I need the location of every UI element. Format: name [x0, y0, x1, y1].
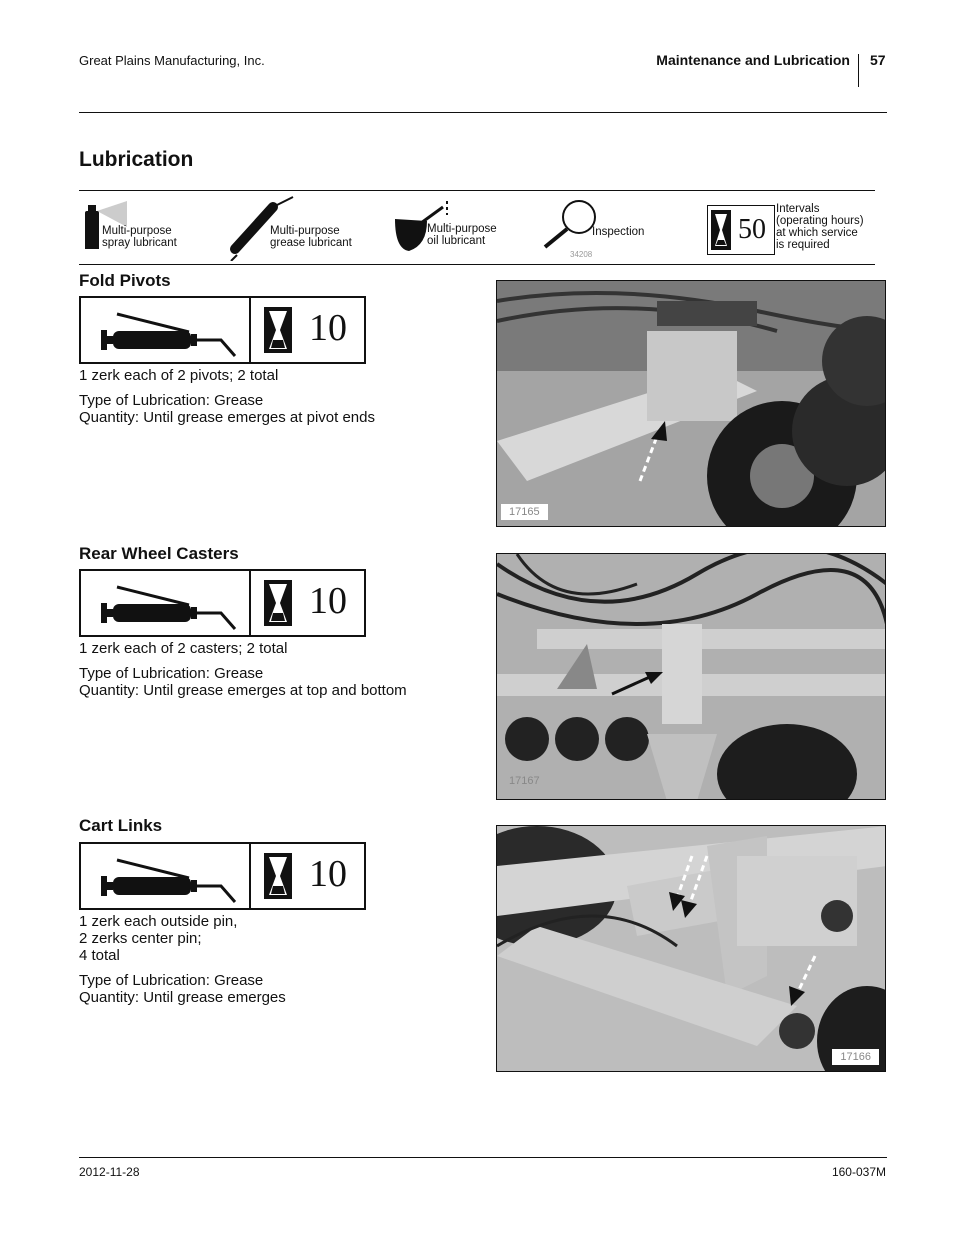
fold-pivots-badge	[79, 296, 366, 364]
fold-pivots-heading: Fold Pivots	[79, 271, 171, 290]
header-divider	[858, 54, 859, 87]
legend-oil-label-2: oil lubricant	[427, 235, 486, 247]
grease-gun-icon	[89, 304, 249, 360]
rear-wheel-casters-type: Type of Lubrication: Grease	[79, 665, 264, 682]
company-name: Great Plains Manufacturing, Inc.	[79, 53, 265, 68]
cart-links-photo-id: 17166	[832, 1049, 879, 1065]
cart-links-quantity: Quantity: Until grease emerges	[79, 989, 286, 1006]
footer-rule	[79, 1157, 887, 1158]
lubrication-legend	[79, 190, 875, 265]
header-rule	[79, 112, 887, 113]
cart-links-interval: 10	[309, 853, 347, 895]
rear-wheel-casters-badge	[79, 569, 366, 637]
footer-date: 2012-11-28	[79, 1165, 140, 1179]
legend-interval-label-3: at which service	[776, 227, 858, 239]
cart-links-zerks-2: 2 zerks center pin;	[79, 930, 202, 947]
section-title: Maintenance and Lubrication	[656, 52, 850, 68]
rear-wheel-casters-heading: Rear Wheel Casters	[79, 544, 239, 563]
legend-grease-label: Multi-purpose	[270, 225, 340, 237]
rear-wheel-casters-zerks: 1 zerk each of 2 casters; 2 total	[79, 640, 288, 657]
legend-oil-label: Multi-purpose	[427, 223, 497, 235]
legend-interval-label-4: is required	[776, 239, 830, 251]
cart-links-zerks-3: 4 total	[79, 947, 120, 964]
legend-grease-label-2: grease lubricant	[270, 237, 352, 249]
cart-links-heading: Cart Links	[79, 816, 163, 835]
rear-wheel-casters-photo	[496, 553, 886, 800]
page-number: 57	[870, 52, 886, 68]
rear-wheel-casters-interval: 10	[309, 580, 347, 622]
fold-pivots-photo-id: 17165	[501, 504, 548, 520]
cart-links-zerks-1: 1 zerk each outside pin,	[79, 913, 238, 930]
fold-pivots-zerks: 1 zerk each of 2 pivots; 2 total	[79, 367, 279, 384]
hourglass-icon	[264, 853, 292, 899]
fold-pivots-interval: 10	[309, 307, 347, 349]
hourglass-icon	[264, 307, 292, 353]
fold-pivots-photo	[496, 280, 886, 527]
legend-spray-label-2: spray lubricant	[102, 237, 177, 249]
legend-interval-label-1: Intervals	[776, 203, 820, 215]
rear-wheel-casters-photo-id: 17167	[509, 775, 540, 787]
fold-pivots-type: Type of Lubrication: Grease	[79, 392, 264, 409]
legend-spray-label: Multi-purpose	[102, 225, 172, 237]
legend-interval-value: 50	[738, 214, 766, 245]
legend-interval-label-2: (operating hours)	[776, 215, 864, 227]
page-title: Lubrication	[79, 148, 194, 171]
cart-links-photo	[496, 825, 886, 1072]
magnifier-icon	[541, 199, 603, 251]
legend-inspection-label: Inspection	[592, 226, 645, 238]
cart-links-badge	[79, 842, 366, 910]
grease-gun-icon	[89, 850, 249, 906]
hourglass-icon	[264, 580, 292, 626]
legend-figure-id: 34208	[570, 250, 593, 259]
grease-gun-icon	[89, 577, 249, 633]
fold-pivots-quantity: Quantity: Until grease emerges at pivot ends	[79, 409, 375, 426]
hourglass-icon	[711, 210, 731, 250]
footer-doc-number: 160-037M	[831, 1165, 886, 1179]
cart-links-type: Type of Lubrication: Grease	[79, 972, 264, 989]
rear-wheel-casters-quantity: Quantity: Until grease emerges at top and bottom	[79, 682, 407, 699]
interval-box	[707, 205, 775, 255]
